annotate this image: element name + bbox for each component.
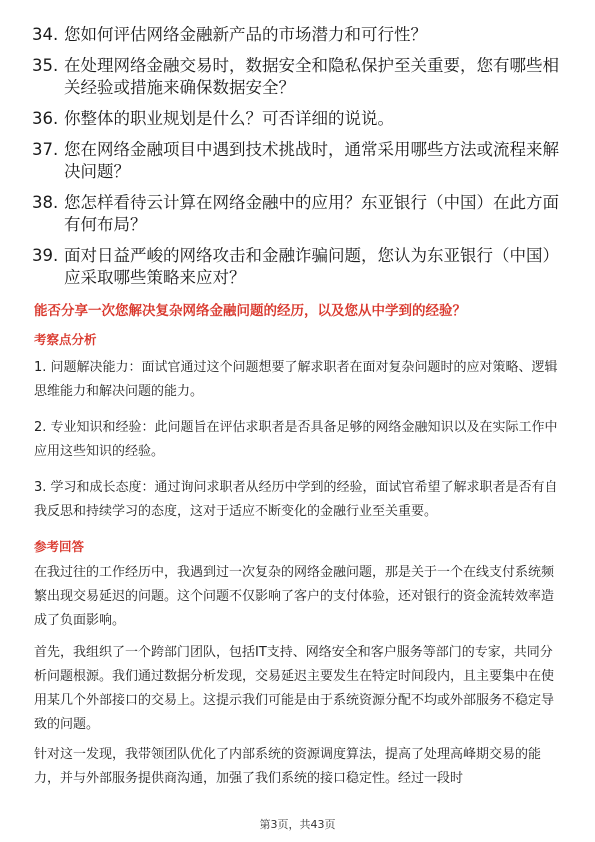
question-number: 36. [32,109,59,128]
question-number: 37. [32,140,59,159]
question-text: 你整体的职业规划是什么？可否详细的说说。 [64,109,394,128]
list-item [32,24,562,46]
question-text: 在处理网络金融交易时，数据安全和隐私保护至关重要，您有哪些相关经验或措施来确保数据安全？ [64,56,559,97]
analysis-title: 考察点分析 [34,332,97,347]
analysis-point: 3. 学习和成长态度：通过询问求职者从经历中学到的经验，面试官希望了解求职者是否有自我反思和持续学习的态度，这对于适应不断变化的金融行业至关重要。 [34,480,558,519]
list-item [32,139,562,183]
question-text: 您在网络金融项目中遇到技术挑战时，通常采用哪些方法或流程来解决问题？ [64,140,559,181]
reference-paragraph: 针对这一发现，我带领团队优化了内部系统的资源调度算法，提高了处理高峰期交易的能力，并与外部服务提供商沟通，加强了我们系统的接口稳定性。经过一段时 [34,747,542,786]
list-item [32,55,562,99]
analysis-section [34,330,562,524]
question-number: 35. [32,56,59,75]
analysis-point: 1. 问题解决能力：面试官通过这个问题想要了解求职者在面对复杂问题时的应对策略、逻辑思维能力和解决问题的能力。 [34,360,558,399]
reference-paragraph: 在我过往的工作经历中，我遇到过一次复杂的网络金融问题，那是关于一个在线支付系统频繁出现交易延迟的问题。这个问题不仅影响了客户的支付体验，还对银行的资金流转效率造成了负面影响。 [34,565,555,628]
question-text: 您怎样看待云计算在网络金融中的应用？东亚银行（中国）在此方面有何布局？ [64,193,559,234]
question-text: 您如何评估网络金融新产品的市场潜力和可行性？ [64,25,427,44]
list-item [32,192,562,236]
page-footer: 第3页，共43页 [259,818,336,831]
list-item [32,245,562,289]
question-list [32,24,562,298]
list-item [32,108,562,130]
featured-question-section [34,301,562,321]
reference-section [34,537,562,791]
reference-title: 参考回答 [34,539,85,554]
analysis-point: 2. 专业知识和经验：此问题旨在评估求职者是否具备足够的网络金融知识以及在实际工作中应用这些知识的经验。 [34,420,558,459]
reference-paragraph: 首先，我组织了一个跨部门团队，包括IT支持、网络安全和客户服务等部门的专家，共同分析问题根源。我们通过数据分析发现，交易延迟主要发生在特定时间段内，且主要集中在使用某几个外部接口的交易上。这提示我们可能是由于系统资源分配不均或外部服务不稳定导致的问题。 [34,645,555,732]
question-text: 面对日益严峻的网络攻击和金融诈骗问题，您认为东亚银行（中国）应采取哪些策略来应对？ [64,246,559,287]
question-number: 38. [32,193,59,212]
featured-question: 能否分享一次您解决复杂网络金融问题的经历，以及您从中学到的经验？ [34,303,466,319]
question-number: 39. [32,246,59,265]
question-number: 34. [32,25,59,44]
